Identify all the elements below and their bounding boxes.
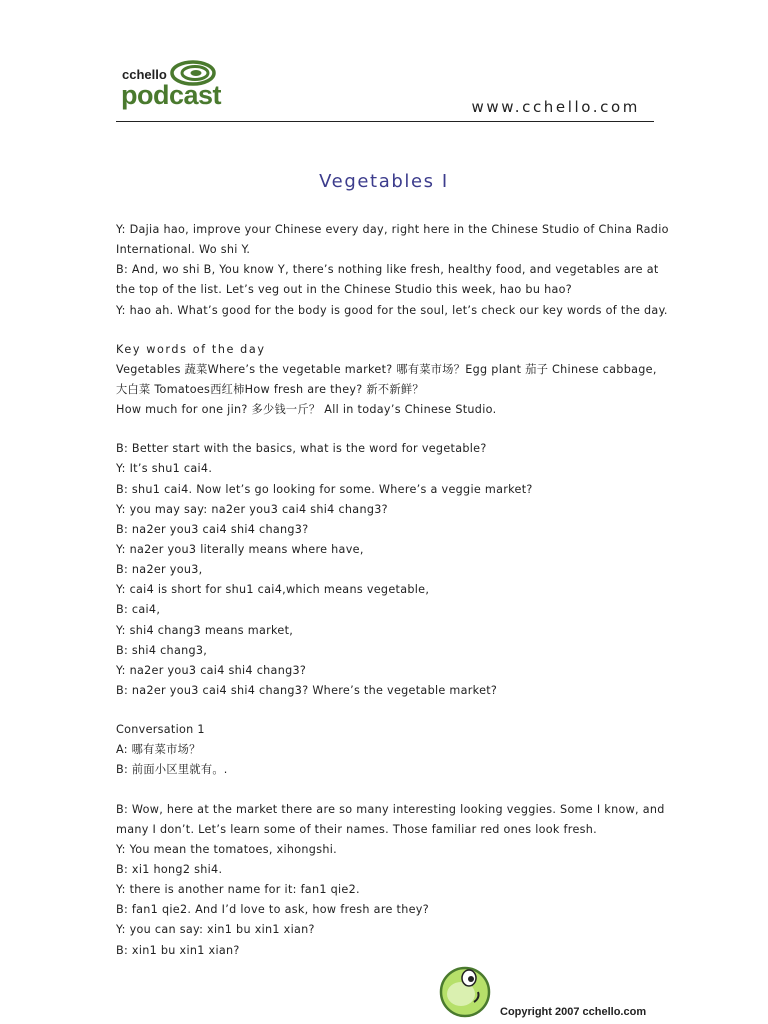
transcript-line: B: 前面小区里就有。. <box>116 763 228 777</box>
transcript-line: B: Wow, here at the market there are so many interesting looking veggies. Some I know, and <box>116 802 665 816</box>
transcript-line: 大白菜 Tomatoes西红柿How fresh are they? 新不新鲜？ <box>116 382 424 396</box>
transcript-line: A: 哪有菜市场？ <box>116 743 201 757</box>
header-divider <box>116 121 654 122</box>
transcript-line: Y: na2er you3 cai4 shi4 chang3? <box>116 663 307 677</box>
transcript-line: Y: You mean the tomatoes, xihongshi. <box>116 842 337 856</box>
transcript-line: International. Wo shi Y. <box>116 243 251 257</box>
transcript-line: Conversation 1 <box>116 723 205 737</box>
transcript-line: B: na2er you3, <box>116 563 203 577</box>
transcript-body <box>116 220 669 961</box>
cchello-mascot-icon <box>438 962 496 1020</box>
transcript-line: Y: hao ah. What’s good for the body is good for the soul, let’s check our key words of the day. <box>116 303 668 317</box>
transcript-line: B: xi1 hong2 shi4. <box>116 862 223 876</box>
transcript-line: Y: cai4 is short for shu1 cai4,which means vegetable, <box>116 583 430 597</box>
site-url: www.cchello.com <box>471 98 640 116</box>
transcript-line: Y: you can say: xin1 bu xin1 xian? <box>116 923 315 937</box>
cchello-podcast-logo <box>120 60 230 110</box>
transcript-line: many I don’t. Let’s learn some of their names. Those familiar red ones look fresh. <box>116 822 597 836</box>
transcript-line: B: cai4, <box>116 603 161 617</box>
blank-line <box>116 781 661 800</box>
transcript-line: the top of the list. Let’s veg out in the Chinese Studio this week, hao bu hao? <box>116 283 573 297</box>
transcript-line: Y: there is another name for it: fan1 qie2. <box>116 883 360 897</box>
logo-big-text: podcast <box>121 80 222 110</box>
logo-small-text: cchello <box>122 67 167 82</box>
transcript-line: B: na2er you3 cai4 shi4 chang3? Where’s the vegetable market? <box>116 683 498 697</box>
transcript-line: B: shu1 cai4. Now let’s go looking for some. Where’s a veggie market? <box>116 482 533 496</box>
copyright-text: Copyright 2007 cchello.com <box>500 1006 647 1018</box>
blank-line <box>116 321 661 340</box>
transcript-line: Y: Dajia hao, improve your Chinese every day, right here in the Chinese Studio of China Radio <box>116 223 669 236</box>
transcript-line: Y: na2er you3 literally means where have, <box>116 542 364 556</box>
transcript-line: How much for one jin? 多少钱一斤？ All in today’s Chinese Studio. <box>116 403 497 417</box>
transcript-line: B: Better start with the basics, what is the word for vegetable? <box>116 442 487 456</box>
page-title: Vegetables I <box>319 171 449 192</box>
transcript-line: B: shi4 chang3, <box>116 643 208 657</box>
transcript-line: B: fan1 qie2. And I’d love to ask, how fresh are they? <box>116 903 429 917</box>
transcript-line: Y: It’s shu1 cai4. <box>116 462 213 476</box>
transcript-line: Y: shi4 chang3 means market, <box>116 623 294 637</box>
transcript-line: Key words of the day <box>116 342 266 356</box>
transcript-line: B: xin1 bu xin1 xian? <box>116 943 240 957</box>
blank-line <box>116 420 661 439</box>
transcript-line: Vegetables 蔬菜Where’s the vegetable market? 哪有菜市场？Egg plant 茄子 Chinese cabbage, <box>116 362 657 376</box>
transcript-line: Y: you may say: na2er you3 cai4 shi4 chang3? <box>116 502 388 516</box>
transcript-line: B: And, wo shi B, You know Y, there’s nothing like fresh, healthy food, and vegetables are at <box>116 263 659 277</box>
transcript-line: B: na2er you3 cai4 shi4 chang3? <box>116 522 309 536</box>
blank-line <box>116 701 661 720</box>
